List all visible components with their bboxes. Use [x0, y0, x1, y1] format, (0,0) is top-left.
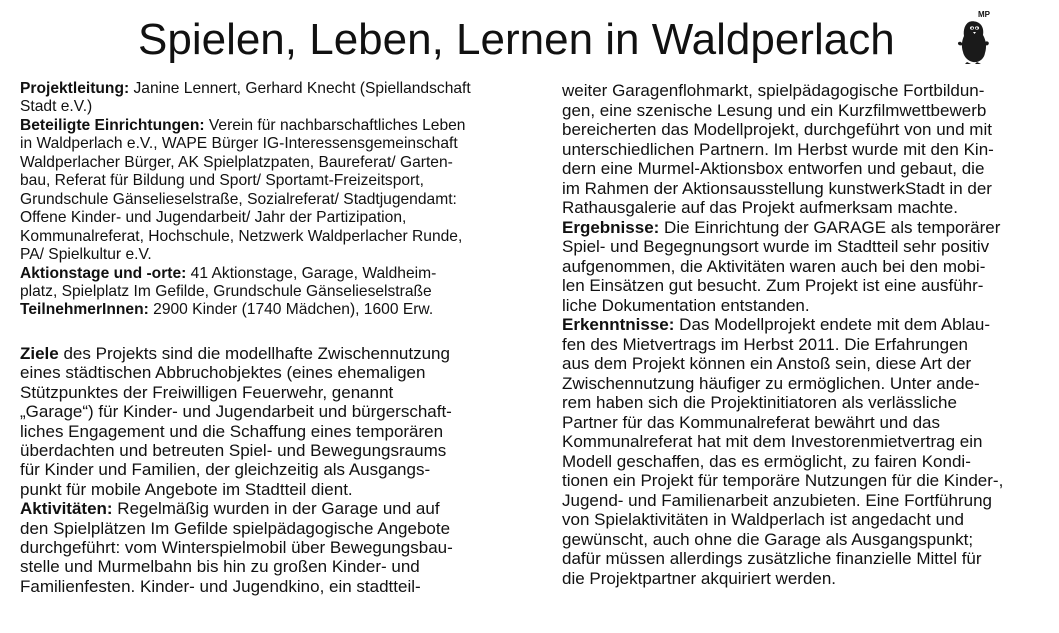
text-span: punkt für mobile Angebote im Stadtteil dient. — [20, 479, 353, 499]
text-line — [562, 159, 1052, 179]
text-line — [20, 154, 525, 172]
text-line — [562, 374, 1052, 394]
text-span: Modell geschaffen, das es ermöglicht, zu fairen Kondi- — [562, 451, 971, 471]
text-span: des Projekts sind die modellhafte Zwischennutzung — [58, 343, 450, 363]
section-label: TeilnehmerInnen: — [20, 301, 149, 319]
text-line — [20, 344, 525, 363]
text-line — [562, 179, 1052, 199]
text-line — [562, 335, 1052, 355]
text-span: Familienfesten. Kinder- und Jugendkino, ein stadtteil- — [20, 576, 421, 596]
text-line — [20, 117, 525, 135]
text-span: „Garage“) für Kinder- und Jugendarbeit und bürgerschaft- — [20, 402, 452, 422]
text-span: gewünscht, auch ohne die Garage als Ausgangspunkt; — [562, 529, 974, 549]
text-line — [20, 460, 525, 479]
text-line — [562, 315, 1052, 335]
text-line — [562, 237, 1052, 257]
text-span: von Spielaktivitäten in Waldperlach ist angedacht und — [562, 510, 964, 529]
text-line — [562, 491, 1052, 511]
text-span: platz, Spielplatz Im Gefilde, Grundschule Gänselieselstraße — [20, 282, 432, 300]
text-span: weiter Garagenflohmarkt, spielpädagogische Fortbildun- — [562, 81, 985, 100]
text-line — [20, 538, 525, 557]
text-span: den Spielplätzen Im Gefilde spielpädagogische Angebote — [20, 518, 451, 538]
text-line — [20, 577, 525, 596]
text-span: stelle und Murmelbahn bis hin zu großen Kinder- und — [20, 557, 420, 577]
text-span: Zwischennutzung häufiger zu ermöglichen. Unter ande- — [562, 373, 980, 393]
text-span: Jugend- und Familienarbeit anzubieten. Eine Fortführung — [562, 490, 992, 510]
text-line — [20, 191, 525, 209]
mole-logo-icon — [955, 8, 991, 64]
text-span: Verein für nachbarschaftliches Leben — [204, 116, 466, 134]
text-line — [20, 209, 525, 227]
text-span: bereicherten das Modellprojekt, durchgeführt von und mit — [562, 120, 992, 139]
text-span: rem haben sich die Projektinitiatoren als verlässliche — [562, 393, 957, 412]
text-line — [562, 413, 1052, 433]
text-span: überdachten und betreuten Spiel- und Bewegungsraums — [20, 440, 447, 460]
text-line — [20, 480, 525, 499]
text-line — [562, 296, 1052, 316]
text-span: Partner für das Kommunalreferat bewährt und das — [562, 412, 940, 432]
project-description — [20, 344, 525, 596]
text-line — [562, 257, 1052, 277]
text-line — [20, 301, 525, 319]
section-label: Beteiligte Einrichtungen: — [20, 116, 205, 134]
text-line — [20, 383, 525, 402]
text-span: Regelmäßig wurden in der Garage und auf — [112, 499, 440, 519]
right-column — [562, 81, 1052, 588]
text-span: Kommunalreferat, Hochschule, Netzwerk Waldperlacher Runde, — [20, 227, 463, 245]
text-line — [562, 218, 1052, 238]
text-line — [20, 246, 525, 264]
text-line — [20, 519, 525, 538]
text-line — [20, 499, 525, 518]
text-span: Janine Lennert, Gerhard Knecht (Spiellandschaft — [129, 80, 471, 97]
text-span: aufgenommen, die Aktivitäten waren auch bei den mobi- — [562, 256, 986, 276]
text-line — [20, 135, 525, 153]
section-label: Ergebnisse: — [562, 217, 660, 237]
text-line — [562, 354, 1052, 374]
text-line — [562, 549, 1052, 569]
text-span: 2900 Kinder (1740 Mädchen), 1600 Erw. — [148, 301, 434, 319]
text-span: tionen ein Projekt für temporäre Nutzungen für die Kinder-, — [562, 471, 1004, 490]
text-line — [20, 441, 525, 460]
text-line — [562, 393, 1052, 413]
text-span: liche Dokumentation entstanden. — [562, 295, 810, 315]
text-span: unterschiedlichen Partnern. Im Herbst wurde mit den Kin- — [562, 139, 994, 159]
text-span: len Einsätzen gut besucht. Zum Projekt ist eine ausführ- — [562, 276, 984, 295]
text-span: liches Engagement und die Schaffung eines temporären — [20, 421, 444, 441]
text-span: Rathausgalerie auf das Projekt aufmerksam machte. — [562, 198, 958, 217]
text-span: PA/ Spielkultur e.V. — [20, 246, 152, 264]
text-span: bau, Referat für Bildung und Sport/ Sportamt-Freizeitsport, — [20, 172, 424, 190]
text-line — [20, 80, 525, 98]
text-line — [562, 510, 1052, 530]
section-label: Aktivitäten: — [20, 499, 113, 519]
text-span: für Kinder und Familien, der gleichzeitig als Ausgangs- — [20, 460, 431, 480]
text-span: aus dem Projekt können ein Anstoß sein, diese Art der — [562, 354, 972, 373]
text-line — [20, 557, 525, 576]
project-meta — [20, 80, 525, 320]
text-line — [20, 172, 525, 190]
text-line — [562, 452, 1052, 472]
text-line — [562, 101, 1052, 121]
text-span: die Projektpartner akquiriert werden. — [562, 568, 837, 588]
text-span: Stadt e.V.) — [20, 98, 93, 116]
text-span: 41 Aktionstage, Garage, Waldheim- — [186, 264, 437, 282]
text-line — [562, 530, 1052, 550]
text-line — [562, 120, 1052, 140]
text-line — [562, 198, 1052, 218]
text-line — [562, 81, 1052, 101]
text-span: durchgeführt: vom Winterspielmobil über Bewegungsbau- — [20, 537, 453, 557]
page-title: Spielen, Leben, Lernen in Waldperlach — [138, 15, 895, 64]
section-label: Aktionstage und -orte: — [20, 264, 187, 282]
text-line — [20, 363, 525, 382]
text-line — [20, 283, 525, 301]
text-span: Kommunalreferat hat mit dem Investorenmietvertrag ein — [562, 432, 983, 451]
section-label: Projektleitung: — [20, 80, 130, 97]
text-span: Spiel- und Begegnungsort wurde im Stadtteil sehr positiv — [562, 237, 990, 256]
text-span: Grundschule Gänselieselstraße, Sozialreferat/ Stadtjugendamt: — [20, 190, 457, 208]
text-span: Die Einrichtung der GARAGE als temporärer — [659, 217, 1001, 237]
text-span: Waldperlacher Bürger, AK Spielplatzpaten, Baureferat/ Garten- — [20, 153, 453, 171]
section-label: Ziele — [20, 343, 59, 363]
text-line — [562, 471, 1052, 491]
text-span: Stützpunktes der Freiwilligen Feuerwehr, genannt — [20, 382, 394, 402]
text-line — [20, 422, 525, 441]
text-span: in Waldperlach e.V., WAPE Bürger IG-Interessensgemeinschaft — [20, 135, 458, 153]
text-span: gen, eine szenische Lesung und ein Kurzfilmwettbewerb — [562, 100, 987, 120]
text-span: eines städtischen Abbruchobjektes (eines ehemaligen — [20, 363, 426, 383]
text-span: Das Modellprojekt endete mit dem Ablau- — [674, 315, 991, 334]
text-span: dern eine Murmel-Aktionsbox entworfen und gebaut, die — [562, 159, 985, 178]
text-line — [562, 569, 1052, 589]
text-span: Offene Kinder- und Jugendarbeit/ Jahr der Partizipation, — [20, 209, 407, 227]
text-line — [20, 228, 525, 246]
text-line — [562, 276, 1052, 296]
text-span: fen des Mietvertrags im Herbst 2011. Die Erfahrungen — [562, 334, 968, 354]
text-line — [562, 432, 1052, 452]
logo-text: MP — [978, 10, 990, 19]
text-span: im Rahmen der Aktionsausstellung kunstwerkStadt in der — [562, 178, 992, 198]
section-label: Erkenntnisse: — [562, 315, 675, 334]
text-span: dafür müssen allerdings zusätzliche finanzielle Mittel für — [562, 549, 982, 568]
text-line — [20, 265, 525, 283]
text-line — [20, 402, 525, 421]
text-line — [562, 140, 1052, 160]
text-line — [20, 98, 525, 116]
left-column — [20, 80, 525, 596]
